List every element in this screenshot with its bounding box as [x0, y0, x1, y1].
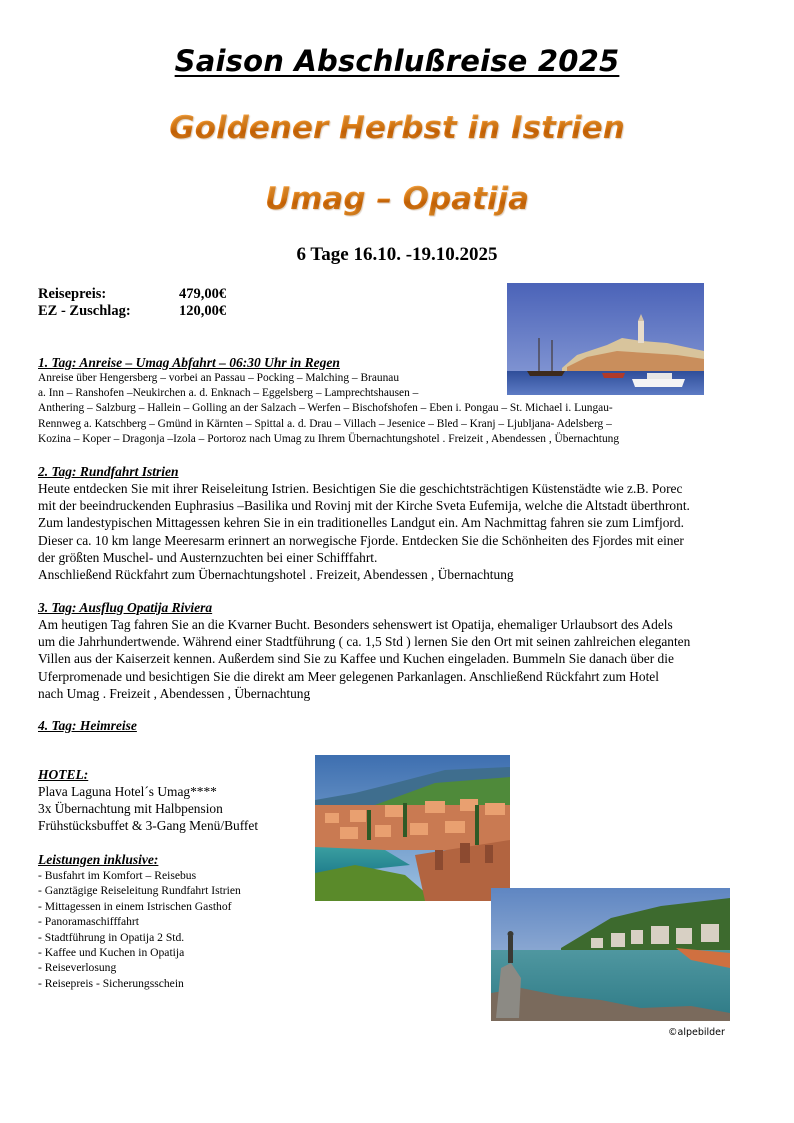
- day-1-line: Anreise über Hengersberg – vorbei an Passau – Pocking – Malching – Braunau: [38, 372, 400, 384]
- day-4-section: [38, 718, 768, 734]
- day-1-section: [38, 355, 768, 447]
- day-2-line: der größten Muschel- und Austernzuchten bei einer Schifffahrt.: [38, 549, 378, 565]
- opatija-town-image-graphic: [315, 755, 510, 901]
- service-item: - Reisepreis - Sicherungsschein: [38, 976, 184, 990]
- day-1-heading: 1. Tag: Anreise – Umag Abfahrt – 06:30 Uhr in Regen: [38, 355, 340, 370]
- day-3-line: Am heutigen Tag fahren Sie an die Kvarner Bucht. Besonders sehenswert ist Opatija, ehemaliger Urlaubsort des Adels: [38, 617, 673, 632]
- day-3-line: Uferpromenade und besichtigen Sie die direkt am Meer gelegenen Parkanlagen. Anschließend Rückfahrt zum Hotel: [38, 668, 659, 684]
- single-room-surcharge-row: [38, 303, 226, 320]
- opatija-coast-image-graphic: [491, 888, 730, 1021]
- day-1-line: Rennweg a. Katschberg – Gmünd in Kärnten – Spittal a. d. Drau – Villach – Jesenice – Bled – Kranj – Ljubljana- Adelsberg –: [38, 417, 612, 430]
- day-3-line: nach Umag . Freizeit , Abendessen , Übernachtung: [38, 685, 311, 701]
- day-3-line: Villen aus der Kaiserzeit kennen. Außerdem sind Sie zu Kaffee und Kuchen eingeladen. Bummeln Sie danach über die: [38, 651, 674, 667]
- price-label: Reisepreis:: [38, 286, 107, 302]
- services-heading: Leistungen inklusive:: [38, 852, 159, 867]
- day-2-line: Dieser ca. 10 km lange Meeresarm erinnert an norwegische Fjorde. Entdecken Sie die Schönheiten des Fjordes mit einer: [38, 532, 684, 548]
- day-3-heading: 3. Tag: Ausflug Opatija Riviera: [38, 600, 213, 615]
- service-item: - Panoramaschifffahrt: [38, 915, 139, 929]
- service-item: - Busfahrt im Komfort – Reisebus: [38, 869, 197, 882]
- day-2-line: Heute entdecken Sie mit ihrer Reiseleitung Istrien. Besichtigen Sie die geschichtsträchtigen Küstenstädte wie z.B. Porec: [38, 481, 683, 496]
- day-1-line: Anthering – Salzburg – Hallein – Golling an der Salzach – Werfen – Bischofshofen – Eben i. Pongau – St. Michael i. Lungau-: [38, 402, 613, 415]
- day-1-line: a. Inn – Ranshofen –Neukirchen a. d. Enknach – Eggelsberg – Lamprechtshausen –: [38, 387, 419, 400]
- hotel-line: 3x Übernachtung mit Halbpension: [38, 801, 223, 817]
- service-item: - Stadtführung in Opatija 2 Std.: [38, 930, 185, 944]
- service-item: - Mittagessen in einem Istrischen Gasthof: [38, 899, 232, 913]
- day-3-line: um die Jahrhundertwende. Während einer Stadtführung ( ca. 1,5 Std ) lernen Sie den Ort mit seinen zahlreichen eleganten: [38, 634, 691, 650]
- day-2-line: Zum landestypischen Mittagessen kehren Sie in ein traditionelles Landgut ein. Am Nachmittag fahren sie zum Limfjord.: [38, 515, 684, 531]
- day-4-heading: 4. Tag: Heimreise: [38, 718, 137, 733]
- service-item: - Reiseverlosung: [38, 961, 117, 975]
- hotel-line: Frühstücksbuffet & 3-Gang Menü/Buffet: [38, 818, 259, 834]
- day-1-line: Kozina – Koper – Dragonja –Izola – Portoroz nach Umag zu Ihrem Übernachtungshotel . Freizeit , Abendessen , Übernachtung: [38, 432, 620, 445]
- day-2-section: [38, 464, 768, 583]
- day-2-heading: 2. Tag: Rundfahrt Istrien: [38, 464, 179, 479]
- opatija-hillside-town-photo: [315, 755, 510, 901]
- hotel-heading: HOTEL:: [38, 767, 89, 782]
- surcharge-label: EZ - Zuschlag:: [38, 303, 131, 319]
- subtitle: Goldener Herbst in Istrien: [0, 110, 794, 146]
- trip-dates: 6 Tage 16.10. -19.10.2025: [296, 244, 498, 265]
- route-title: Umag – Opatija: [0, 181, 794, 217]
- service-item: - Kaffee und Kuchen in Opatija: [38, 946, 185, 960]
- day-2-line: mit der beeindruckenden Euphrasius –Basilika und Rovinj mit der Kirche Sveta Eufemija, welche die Altstadt überthront.: [38, 498, 690, 514]
- surcharge-value: 120,00€: [179, 303, 227, 319]
- hotel-section: [38, 767, 308, 835]
- day-3-section: [38, 600, 768, 702]
- hotel-line: Plava Laguna Hotel´s Umag****: [38, 784, 217, 799]
- price-row: [38, 286, 226, 303]
- services-section: [38, 852, 308, 991]
- price-value: 479,00€: [179, 286, 227, 302]
- opatija-maiden-statue-coast-photo: [491, 888, 730, 1021]
- day-2-line: Anschließend Rückfahrt zum Übernachtungshotel . Freizeit, Abendessen , Übernachtung: [38, 567, 514, 583]
- service-item: - Ganztägige Reiseleitung Rundfahrt Istrien: [38, 884, 241, 898]
- page-title: [0, 44, 794, 78]
- page-title-text: Saison Abschlußreise 2025: [174, 44, 620, 78]
- photo-credit: ©alpebilder: [668, 1027, 725, 1038]
